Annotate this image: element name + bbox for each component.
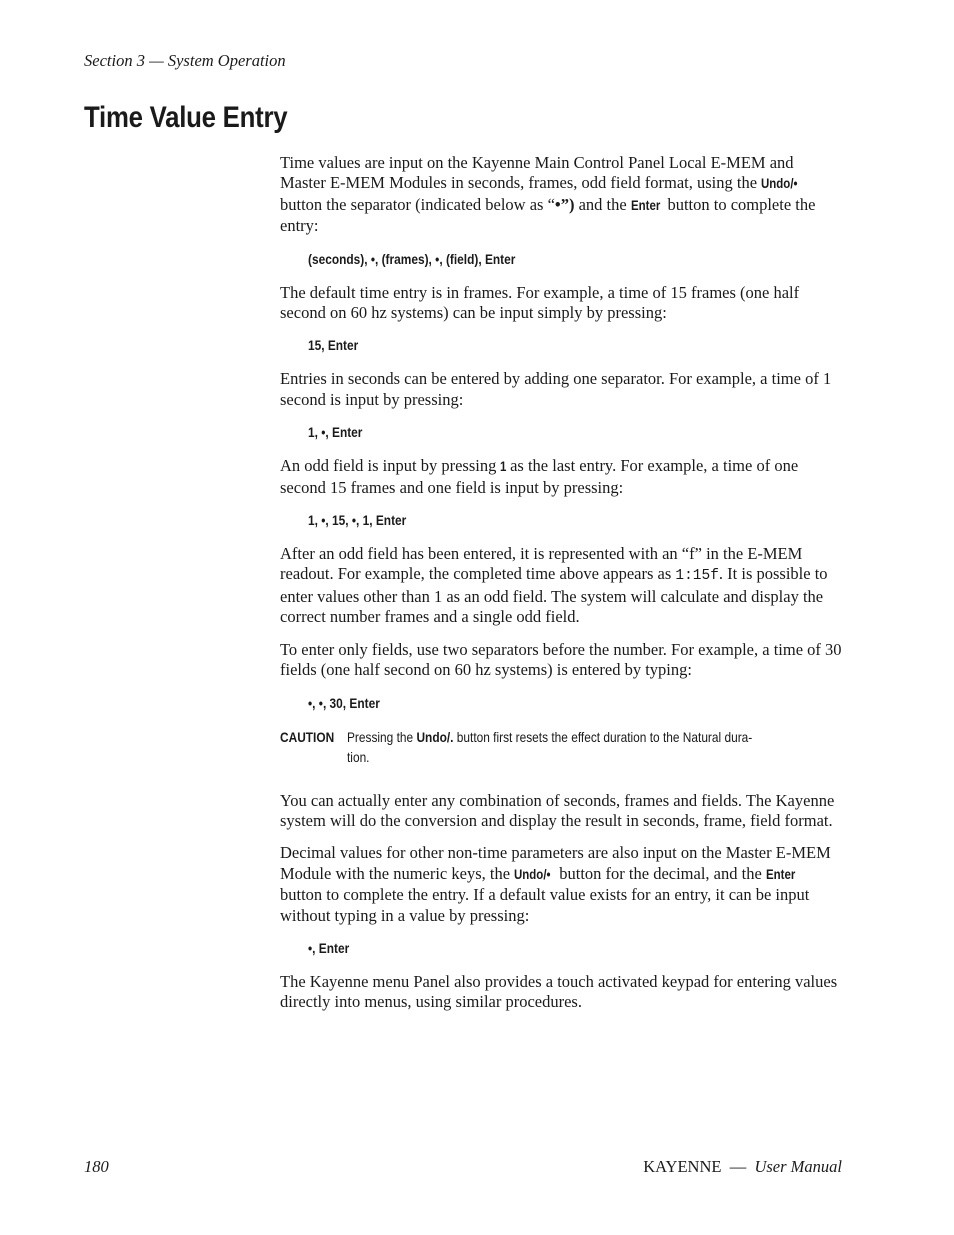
- intro-text-2: button the separator (indicated below as “: [280, 194, 555, 214]
- key-sequence-seconds: 1, •, Enter: [308, 424, 363, 441]
- decimal-text-1: Decimal values for other non-time parameters are also input on the Master E-MEM Module with the numeric keys, the: [280, 843, 831, 883]
- frames-paragraph: The default time entry is in frames. For example, a time of 15 frames (one half second on 60 hz systems) can be input simply by pressing:: [280, 282, 800, 323]
- readout-text-2: . It is possible to enter values other than 1 as an odd field. The system will calculate and display the correct number frames and a single odd field.: [280, 564, 828, 627]
- running-header: Section 3 — System Operation: [84, 51, 286, 70]
- caution-note: [280, 727, 842, 769]
- separator-glyph: •: [554, 194, 561, 214]
- readout-code: 1:15f: [675, 568, 719, 585]
- footer-separator: —: [729, 1157, 747, 1176]
- body-content: [280, 153, 842, 1025]
- intro-text-3: ”): [560, 194, 575, 214]
- running-footer: [643, 1157, 842, 1177]
- caution-text-3: tion.: [347, 748, 370, 765]
- key-sequence-odd-field: 1, •, 15, •, 1, Enter: [308, 512, 407, 529]
- decimal-text-3: button to complete the entry. If a default value exists for an entry, it can be input without typing in a value by pressing:: [280, 885, 810, 925]
- odd-field-paragraph: [280, 456, 842, 498]
- caution-text: [347, 727, 823, 767]
- page-title: Time Value Entry: [84, 101, 288, 134]
- combination-paragraph: You can actually enter any combination of seconds, frames and fields. The Kayenne system will do the conversion and display the result in seconds, frame, field format.: [280, 790, 835, 830]
- one-key-ref: 1: [500, 459, 507, 475]
- fields-paragraph: To enter only fields, use two separators before the number. For example, a time of 30 fields (one half second on 60 hz systems) is entered by typing:: [280, 639, 842, 680]
- odd-field-text-1: An odd field is input by pressing: [280, 456, 497, 476]
- readout-text-1: After an odd field has been entered, it is represented with an “f” in the E-MEM readout. For example, the completed time above appears as: [280, 544, 803, 584]
- key-sequence-fields: •, •, 30, Enter: [308, 694, 380, 711]
- odd-field-text-2: as the last entry. For example, a time of one second 15 frames and one field is input by pressing:: [280, 456, 799, 497]
- intro-paragraph: [280, 153, 842, 237]
- footer-product: KAYENNE: [643, 1157, 722, 1176]
- undo-key-ref: Undo/•: [761, 176, 798, 192]
- seconds-paragraph: Entries in seconds can be entered by adding one separator. For example, a time of 1 second is input by pressing:: [280, 369, 832, 409]
- decimal-text-2: button for the decimal, and the: [559, 863, 762, 883]
- intro-text-1: Time values are input on the Kayenne Main Control Panel Local E-MEM and Master E-MEM Modules in seconds, frames, odd field format, using the: [280, 153, 794, 193]
- touch-keypad-paragraph: The Kayenne menu Panel also provides a touch activated keypad for entering values directly into menus, using similar procedures.: [280, 971, 838, 1012]
- caution-label: CAUTION: [280, 728, 335, 745]
- footer-manual: User Manual: [754, 1157, 842, 1176]
- undo-slash-key-ref: Undo/.: [416, 728, 454, 745]
- key-sequence-default: •, Enter: [308, 939, 350, 956]
- enter-key-ref-2: Enter: [765, 866, 796, 882]
- key-sequence-format: (seconds), •, (frames), •, (field), Enter: [308, 250, 516, 267]
- undo-key-ref-2: Undo/•: [514, 866, 551, 882]
- caution-text-2: button first resets the effect duration to the Natural dura-: [456, 728, 753, 745]
- intro-text-4: and the: [574, 194, 627, 214]
- enter-key-ref: Enter: [630, 197, 661, 213]
- intro-text-5: button to complete the entry:: [280, 194, 816, 236]
- readout-paragraph: [280, 544, 842, 628]
- page-number: 180: [84, 1157, 109, 1176]
- caution-text-1: Pressing the: [347, 728, 414, 745]
- decimal-paragraph: [280, 843, 842, 926]
- key-sequence-frames: 15, Enter: [308, 337, 359, 354]
